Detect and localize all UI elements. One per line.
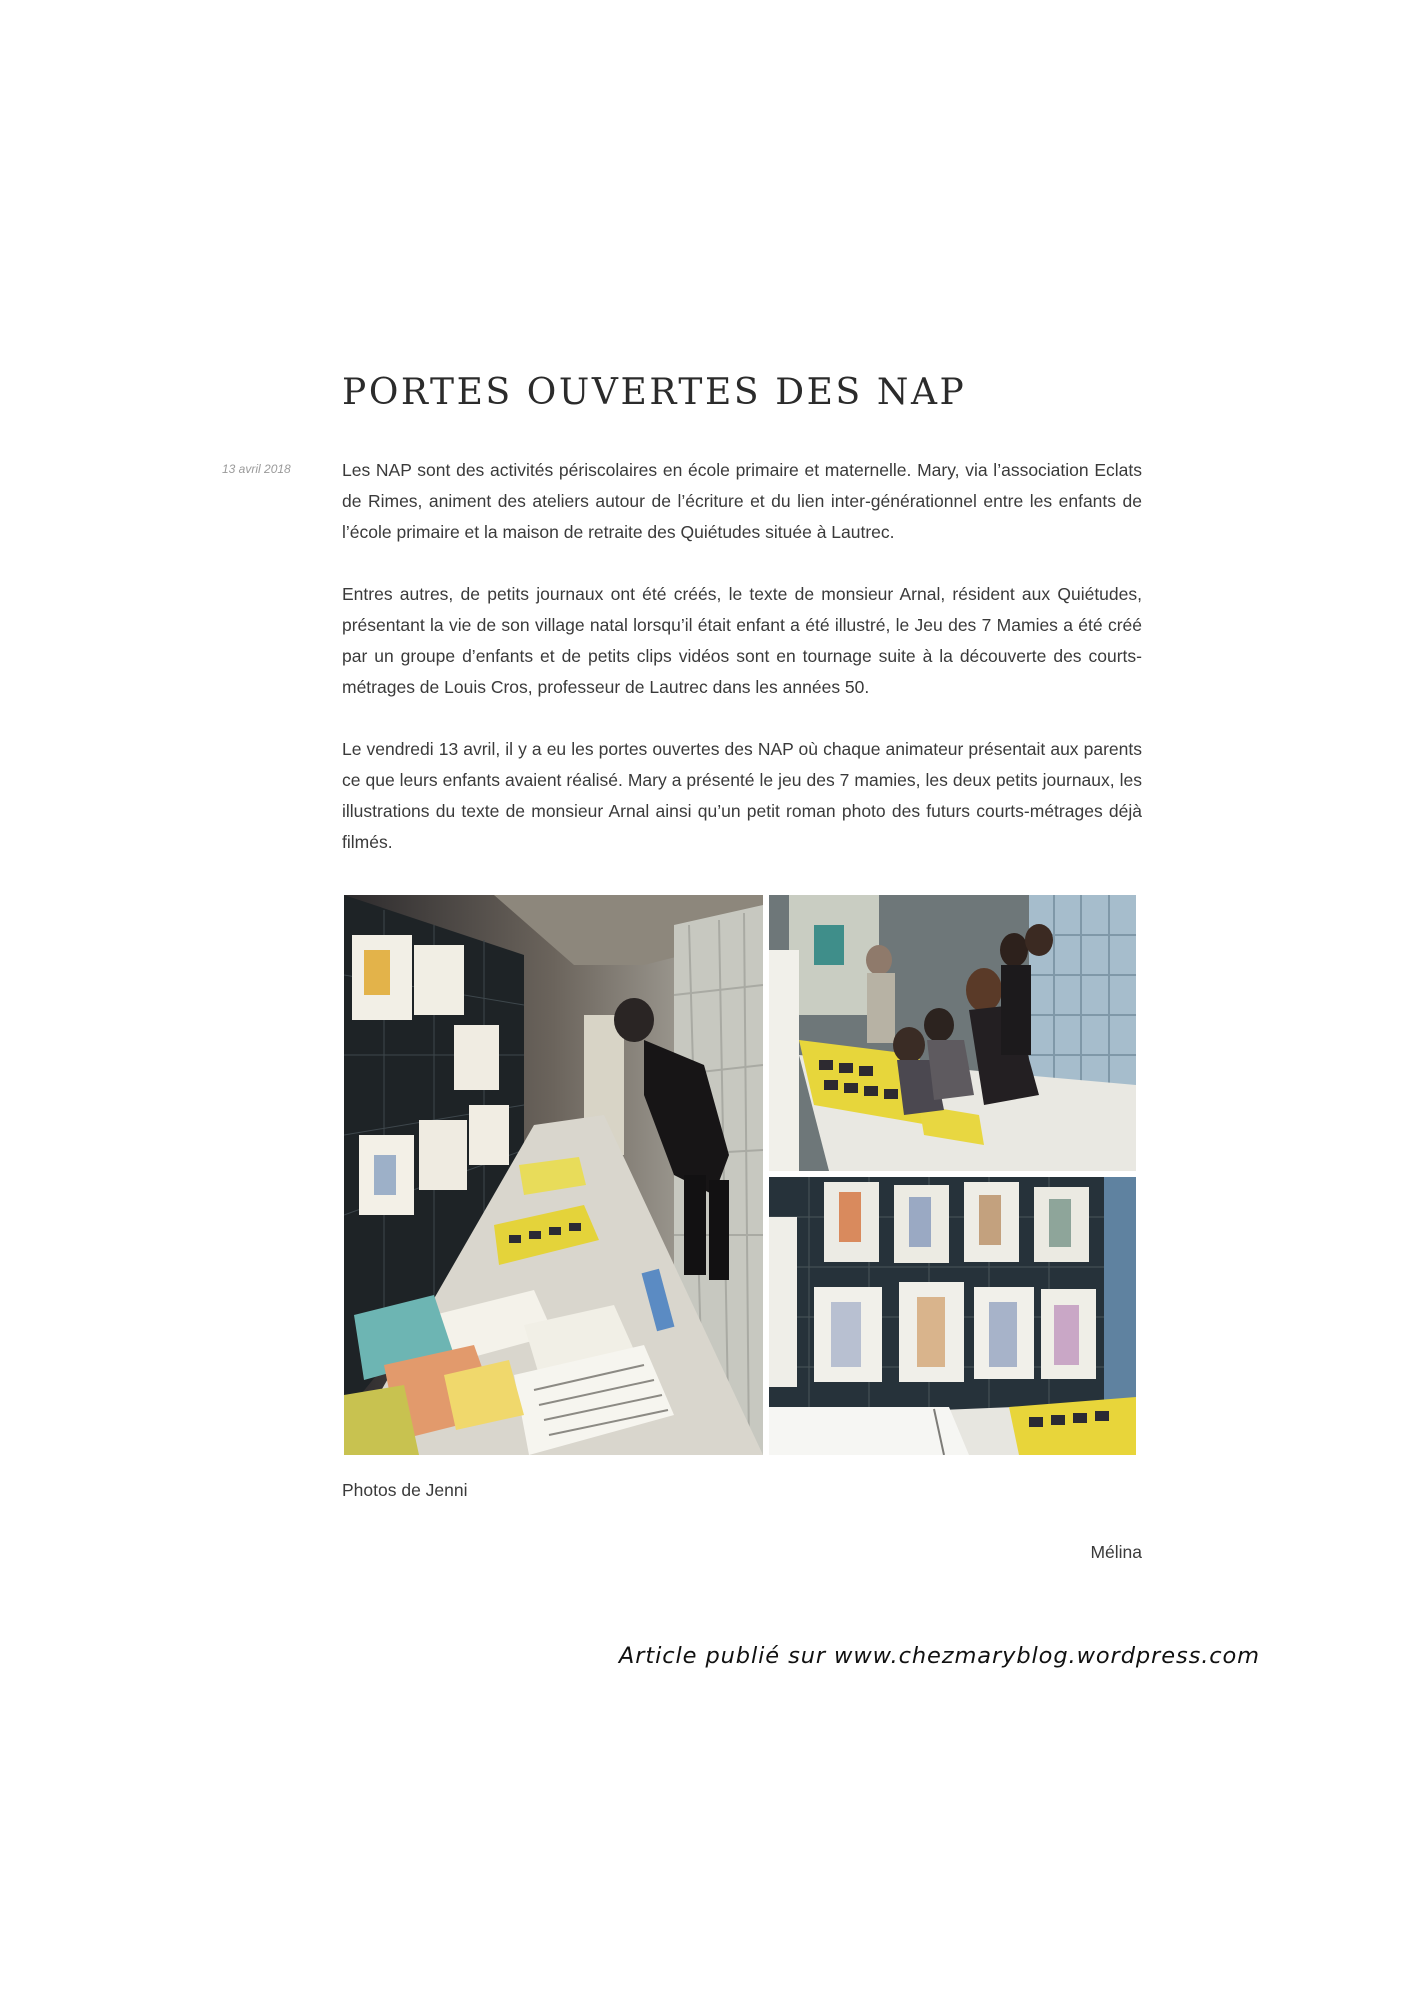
gallery-photo-visitors[interactable] bbox=[769, 895, 1136, 1171]
author-signature: Mélina bbox=[1090, 1542, 1142, 1562]
gallery-photo-corridor[interactable] bbox=[344, 895, 763, 1455]
article-paragraph-1: Les NAP sont des activités périscolaires en école primaire et maternelle. Mary, via l’association Eclats de Rimes, animent des ateliers autour de l’écriture et du lien inter-générationnel entre les enfants de l’école primaire et la maison de retraite des Quiétudes située à Lautrec. bbox=[342, 460, 1142, 542]
gallery-photo-drawings[interactable] bbox=[769, 1177, 1136, 1455]
article-title: PORTES OUVERTES DES NAP bbox=[342, 372, 967, 413]
photo-caption: Photos de Jenni bbox=[342, 1480, 468, 1500]
photo-gallery bbox=[344, 895, 1136, 1455]
article-paragraph-3: Le vendredi 13 avril, il y a eu les portes ouvertes des NAP où chaque animateur présentait aux parents ce que leurs enfants avaient réalisé. Mary a présenté le jeu des 7 mamies, les deux petits journaux, les illustrations du texte de monsieur Arnal ainsi qu’un petit roman photo des futurs courts-métrages déjà filmés. bbox=[342, 739, 1142, 852]
article-body bbox=[342, 455, 1142, 889]
article-paragraph-2: Entres autres, de petits journaux ont été créés, le texte de monsieur Arnal, résident aux Quiétudes, présentant la vie de son village natal lorsqu’il était enfant a été illustré, le Jeu des 7 Mamies a été créé par un groupe d’enfants et de petits clips vidéos sont en tournage suite à la découverte des courts-métrages de Louis Cros, professeur de Lautrec dans les années 50. bbox=[342, 584, 1142, 697]
source-note: Article publié sur www.chezmaryblog.wordpress.com bbox=[618, 1643, 1260, 1669]
article-date: 13 avril 2018 bbox=[222, 462, 291, 476]
